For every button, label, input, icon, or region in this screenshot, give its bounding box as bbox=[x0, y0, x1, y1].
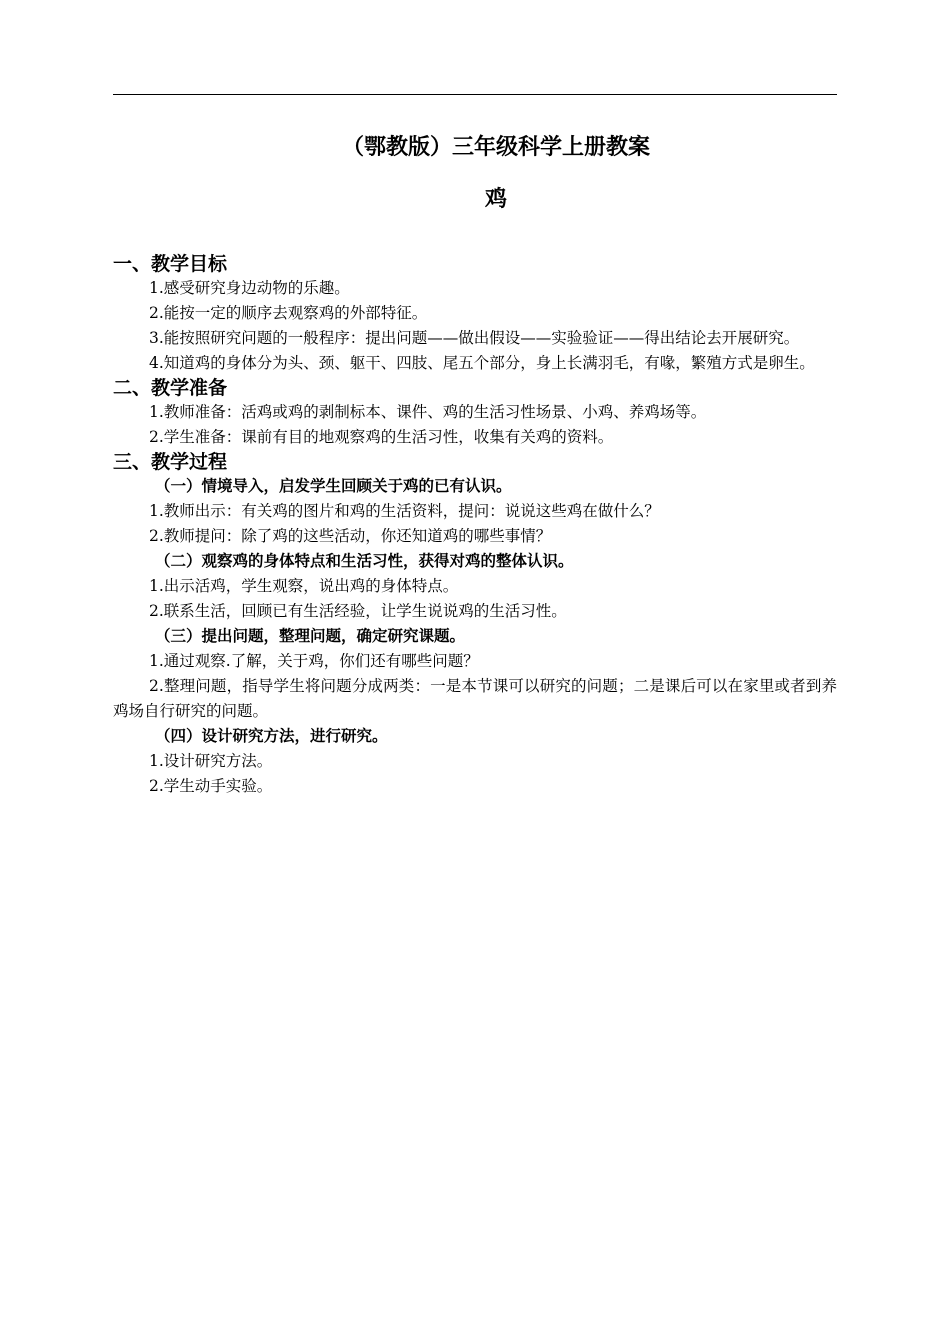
paragraph: 2.联系生活，回顾已有生活经验，让学生说说鸡的生活习性。 bbox=[149, 602, 567, 620]
subsection-heading: （一）情境导入，启发学生回顾关于鸡的已有认识。 bbox=[155, 477, 512, 495]
paragraph: 1.教师出示：有关鸡的图片和鸡的生活资料，提问：说说这些鸡在做什么？ bbox=[149, 502, 660, 520]
section-preparation bbox=[113, 376, 837, 450]
subsection-heading: （二）观察鸡的身体特点和生活习性，获得对鸡的整体认识。 bbox=[155, 552, 574, 570]
document-body bbox=[113, 128, 837, 799]
paragraph: 2.学生准备：课前有目的地观察鸡的生活习性，收集有关鸡的资料。 bbox=[149, 428, 614, 446]
document-subtitle: 鸡 bbox=[484, 187, 507, 212]
subsection-heading: （三）提出问题，整理问题，确定研究课题。 bbox=[155, 627, 466, 645]
paragraph: 2.学生动手实验。 bbox=[149, 777, 273, 795]
paragraph: 1.出示活鸡，学生观察，说出鸡的身体特点。 bbox=[149, 577, 459, 595]
paragraph: 2.整理问题，指导学生将问题分成两类：一是本节课可以研究的问题；二是课后可以在家里或者到养鸡场自行研究的问题。 bbox=[113, 677, 837, 720]
paragraph: 1.教师准备：活鸡或鸡的剥制标本、课件、鸡的生活习性场景、小鸡、养鸡场等。 bbox=[149, 403, 707, 421]
paragraph: 4.知道鸡的身体分为头、颈、躯干、四肢、尾五个部分，身上长满羽毛，有喙，繁殖方式是卵生。 bbox=[149, 354, 815, 372]
section-heading: 二、教学准备 bbox=[113, 377, 228, 399]
header-rule bbox=[113, 94, 837, 95]
paragraph: 3.能按照研究问题的一般程序：提出问题——做出假设——实验验证——得出结论去开展研究。 bbox=[149, 329, 800, 347]
paragraph: 1.设计研究方法。 bbox=[149, 752, 273, 770]
section-heading: 一、教学目标 bbox=[113, 253, 228, 275]
paragraph: 1.通过观察.了解，关于鸡，你们还有哪些问题？ bbox=[149, 652, 479, 670]
paragraph: 2.教师提问：除了鸡的这些活动，你还知道鸡的哪些事情？ bbox=[149, 527, 552, 545]
subsection-heading: （四）设计研究方法，进行研究。 bbox=[155, 727, 388, 745]
section-objectives bbox=[113, 252, 837, 376]
paragraph: 1.感受研究身边动物的乐趣。 bbox=[149, 279, 350, 297]
document-title: （鄂教版）三年级科学上册教案 bbox=[341, 135, 650, 160]
section-process bbox=[113, 450, 837, 799]
section-heading: 三、教学过程 bbox=[113, 451, 228, 473]
paragraph: 2.能按一定的顺序去观察鸡的外部特征。 bbox=[149, 304, 428, 322]
